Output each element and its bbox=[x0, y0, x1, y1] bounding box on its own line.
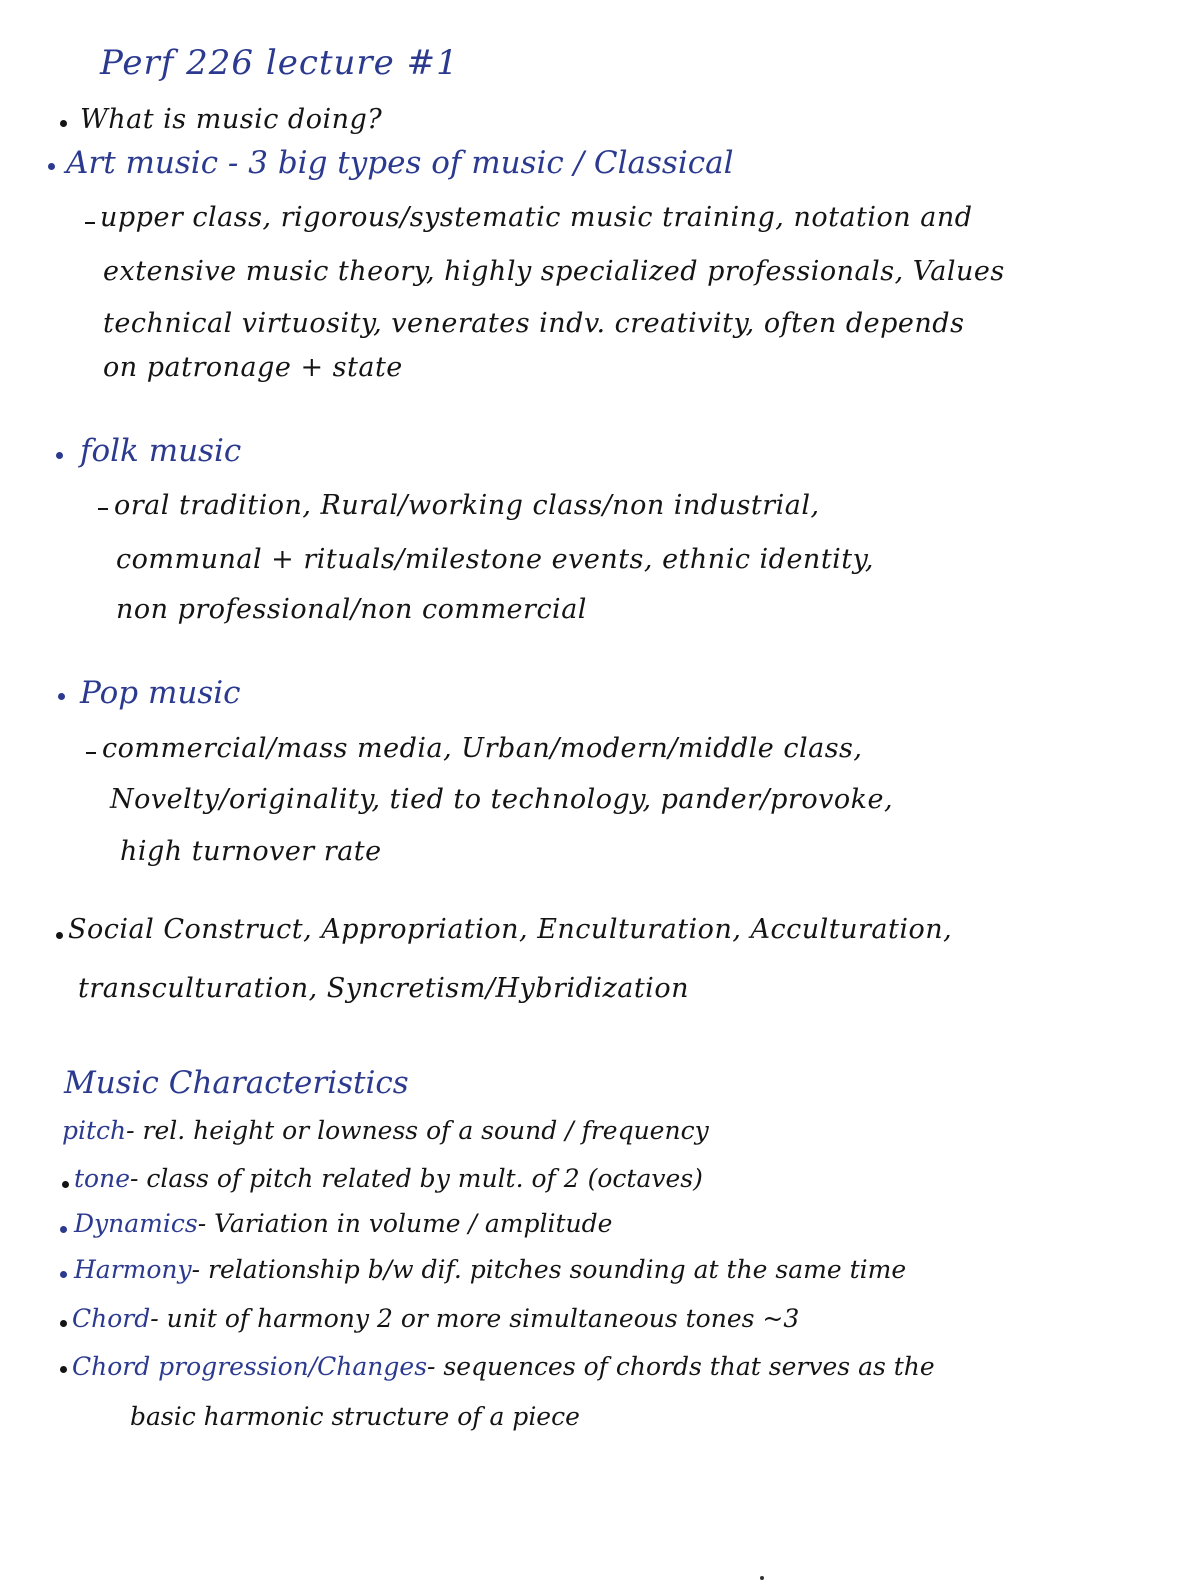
bullet-dot bbox=[48, 163, 55, 170]
art-music-line: technical virtuosity, venerates indv. creativity, often depends bbox=[103, 308, 965, 339]
characteristic-definition: - sequences of chords that serves as the bbox=[427, 1352, 935, 1381]
art-music-heading: Art music - 3 big types of music / Classical bbox=[66, 145, 734, 181]
characteristic-item bbox=[62, 1118, 709, 1143]
characteristic-definition: - Variation in volume / amplitude bbox=[197, 1209, 613, 1238]
folk-music-line: oral tradition, Rural/working class/non industrial, bbox=[114, 490, 820, 521]
characteristic-definition: - rel. height or lowness of a sound / frequency bbox=[126, 1116, 709, 1145]
characteristic-item bbox=[74, 1211, 612, 1236]
bullet-dot bbox=[58, 693, 65, 700]
folk-music-heading: folk music bbox=[80, 433, 242, 469]
pop-music-line: high turnover rate bbox=[120, 836, 382, 867]
dash-mark bbox=[98, 508, 108, 510]
characteristics-heading: Music Characteristics bbox=[64, 1065, 409, 1101]
characteristic-continuation: basic harmonic structure of a piece bbox=[130, 1402, 580, 1431]
art-music-line: upper class, rigorous/systematic music training, notation and bbox=[100, 202, 973, 233]
art-music-line: extensive music theory, highly specialized professionals, Values bbox=[103, 256, 1005, 287]
characteristic-item bbox=[72, 1306, 799, 1331]
characteristic-definition: - relationship b/w dif. pitches sounding at the same time bbox=[191, 1255, 907, 1284]
art-music-line: on patronage + state bbox=[103, 352, 403, 383]
characteristic-term: tone bbox=[74, 1164, 130, 1193]
characteristic-term: Chord bbox=[72, 1304, 151, 1333]
folk-music-line: communal + rituals/milestone events, ethnic identity, bbox=[116, 544, 874, 575]
bullet-dot bbox=[62, 1181, 69, 1188]
bullet-dot bbox=[60, 1320, 67, 1327]
bullet-dot bbox=[60, 1271, 67, 1278]
stray-pen-mark bbox=[760, 1576, 764, 1580]
bullet-dot bbox=[56, 932, 63, 939]
bullet-dot bbox=[60, 120, 67, 127]
pop-music-heading: Pop music bbox=[80, 675, 241, 711]
characteristic-term: Dynamics bbox=[74, 1209, 198, 1238]
characteristic-term: Harmony bbox=[74, 1255, 192, 1284]
folk-music-line: non professional/non commercial bbox=[116, 594, 587, 625]
social-concepts-line: Social Construct, Appropriation, Enculturation, Acculturation, bbox=[68, 914, 953, 945]
characteristic-term: Chord progression/Changes bbox=[72, 1352, 428, 1381]
characteristic-term: pitch bbox=[62, 1116, 127, 1145]
social-concepts-line: transculturation, Syncretism/Hybridization bbox=[78, 973, 689, 1004]
characteristic-definition: - class of pitch related by mult. of 2 (octaves) bbox=[130, 1164, 703, 1193]
pop-music-line: commercial/mass media, Urban/modern/middle class, bbox=[102, 733, 863, 764]
characteristic-item bbox=[72, 1354, 935, 1379]
page-title: Perf 226 lecture #1 bbox=[100, 43, 459, 83]
intro-question: What is music doing? bbox=[80, 104, 383, 135]
characteristic-item bbox=[74, 1257, 906, 1282]
dash-mark bbox=[86, 752, 96, 754]
dash-mark bbox=[85, 222, 95, 224]
bullet-dot bbox=[60, 1366, 67, 1373]
bullet-dot bbox=[56, 452, 63, 459]
characteristic-item bbox=[74, 1166, 703, 1191]
pop-music-line: Novelty/originality, tied to technology, pander/provoke, bbox=[110, 784, 894, 815]
characteristic-definition: - unit of harmony 2 or more simultaneous tones ~3 bbox=[150, 1304, 800, 1333]
bullet-dot bbox=[60, 1226, 67, 1233]
